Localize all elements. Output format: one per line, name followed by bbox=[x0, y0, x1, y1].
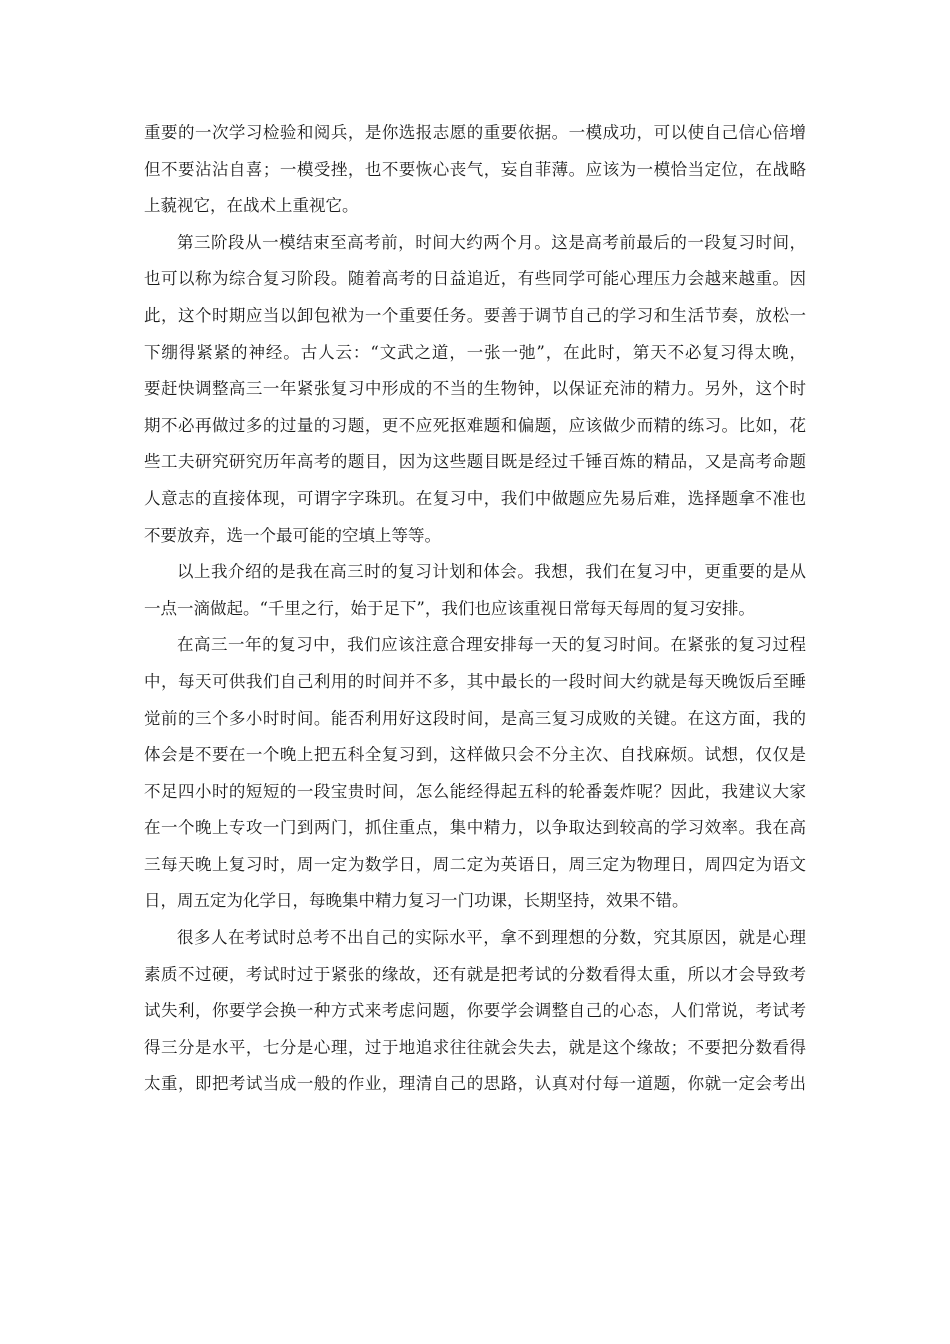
text-line: 觉前的三个多小时时间。能否利用好这段时间，是高三复习成败的关键。在这方面，我的 bbox=[144, 708, 806, 728]
text-line: 些工夫研究研究历年高考的题目，因为这些题目既是经过千锤百炼的精品，又是高考命题 bbox=[144, 452, 806, 472]
text-line: 日，周五定为化学日，每晚集中精力复习一门功课，长期坚持，效果不错。 bbox=[144, 891, 689, 911]
text-line: 素质不过硬，考试时过于紧张的缘故，还有就是把考试的分数看得太重，所以才会导致考 bbox=[144, 964, 806, 984]
text-line: 但不要沾沾自喜；一模受挫，也不要恢心丧气，妄自菲薄。应该为一模恰当定位，在战略 bbox=[144, 159, 806, 179]
text-line: 人意志的直接体现，可谓字字珠玑。在复习中，我们中做题应先易后难，选择题拿不准也 bbox=[144, 488, 806, 508]
text-line: 期不必再做过多的过量的习题，更不应死抠难题和偏题，应该做少而精的练习。比如，花 bbox=[144, 415, 806, 435]
document-body bbox=[144, 115, 806, 1103]
text-line: 三每天晚上复习时，周一定为数学日，周二定为英语日，周三定为物理日，周四定为语文 bbox=[144, 854, 806, 874]
text-line: 第三阶段从一模结束至高考前，时间大约两个月。这是高考前最后的一段复习时间， bbox=[177, 232, 806, 252]
text-line: 要赶快调整高三一年紧张复习中形成的不当的生物钟，以保证充沛的精力。另外，这个时 bbox=[144, 379, 806, 399]
text-line: 下绷得紧紧的神经。古人云：“文武之道，一张一弛”，在此时，第天不必复习得太晚， bbox=[144, 342, 806, 362]
text-line: 上藐视它，在战术上重视它。 bbox=[144, 196, 359, 216]
paragraph-2 bbox=[144, 225, 806, 554]
paragraph-3 bbox=[144, 554, 806, 627]
text-line: 体会是不要在一个晚上把五科全复习到，这样做只会不分主次、自找麻烦。试想，仅仅是 bbox=[144, 745, 806, 765]
text-line: 重要的一次学习检验和阅兵，是你选报志愿的重要依据。一模成功，可以使自己信心倍增 bbox=[144, 123, 806, 142]
paragraph-4 bbox=[144, 627, 806, 920]
text-line: 不足四小时的短短的一段宝贵时间，怎么能经得起五科的轮番轰炸呢？因此，我建议大家 bbox=[144, 781, 806, 801]
text-line: 很多人在考试时总考不出自己的实际水平，拿不到理想的分数，究其原因，就是心理 bbox=[177, 928, 806, 948]
text-line: 在高三一年的复习中，我们应该注意合理安排每一天的复习时间。在紧张的复习过程 bbox=[177, 635, 806, 655]
text-line: 以上我介绍的是我在高三时的复习计划和体会。我想，我们在复习中，更重要的是从 bbox=[177, 562, 806, 582]
text-line: 一点一滴做起。“千里之行，始于足下”，我们也应该重视日常每天每周的复习安排。 bbox=[144, 598, 755, 618]
text-line: 中，每天可供我们自己利用的时间并不多，其中最长的一段时间大约就是每天晚饭后至睡 bbox=[144, 671, 806, 691]
text-line: 也可以称为综合复习阶段。随着高考的日益追近，有些同学可能心理压力会越来越重。因 bbox=[144, 269, 806, 289]
paragraph-1 bbox=[144, 115, 806, 225]
text-line: 太重，即把考试当成一般的作业，理清自己的思路，认真对付每一道题，你就一定会考出 bbox=[144, 1074, 806, 1094]
text-line: 试失利，你要学会换一种方式来考虑问题，你要学会调整自己的心态，人们常说，考试考 bbox=[144, 1001, 806, 1021]
text-line: 不要放弃，选一个最可能的空填上等等。 bbox=[144, 525, 441, 545]
text-line: 此，这个时期应当以卸包袱为一个重要任务。要善于调节自己的学习和生活节奏，放松一 bbox=[144, 305, 806, 325]
paragraph-5 bbox=[144, 920, 806, 1103]
text-line: 得三分是水平，七分是心理，过于地追求往往就会失去，就是这个缘故；不要把分数看得 bbox=[144, 1037, 806, 1057]
text-line: 在一个晚上专攻一门到两门，抓住重点，集中精力，以争取达到较高的学习效率。我在高 bbox=[144, 818, 806, 838]
